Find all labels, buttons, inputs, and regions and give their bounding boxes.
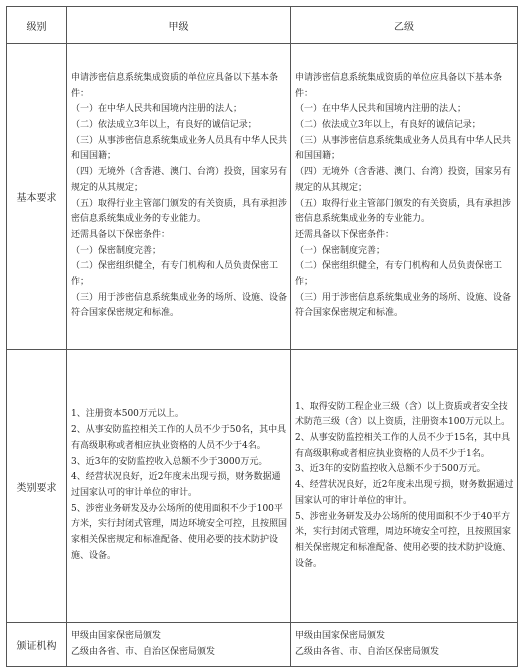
text-line: 5、涉密业务研发及办公场所的使用面积不少于40平方米，实行封闭式管理，周边环境安全可控，且按照国家相关保密规定和标准配备、使用必要的技术防护设施、设备。 (295, 511, 512, 569)
text-line: （二）保密组织健全，有专门机构和人员负责保密工作； (295, 261, 503, 288)
text-line: （三）从事涉密信息系统集成业务人员具有中华人民共和国国籍； (71, 135, 288, 162)
text-line: （三）用于涉密信息系统集成业务的场所、设施、设备符合国家保密规定和标准。 (71, 292, 288, 319)
table-row-issuing-authority (7, 623, 518, 667)
text-line: 5、涉密业务研发及办公场所的使用面积不少于100平方米，实行封闭式管理，周边环境安全可控，且按照国家相关保密规定和标准配备、使用必要的技术防护设施、设备。 (71, 503, 288, 561)
text-line: 乙级由各省、市、自治区保密局颁发 (295, 646, 440, 657)
text-line: （一）在中华人民共和国境内注册的法人； (295, 104, 467, 115)
row-label-category-requirements: 类别要求 (7, 350, 67, 623)
row-label-basic-requirements: 基本要求 (7, 44, 67, 350)
row-label-issuing-authority: 颁证机构 (7, 623, 67, 667)
text-line: （一）保密制度完善； (71, 245, 162, 256)
text-line: 1、取得安防工程企业三级（含）以上资质或者安全技术防范三级（含）以上资质，注册资本100万元以上。 (295, 401, 511, 428)
header-grade-a: 甲级 (67, 7, 291, 44)
text-line: 1、注册资本500万元以上。 (71, 409, 184, 420)
text-line: 还需具备以下保密条件： (295, 229, 395, 240)
text-line: 申请涉密信息系统集成资质的单位应具备以下基本条件： (71, 72, 279, 99)
text-line: （一）在中华人民共和国境内注册的法人； (71, 104, 243, 115)
text-line: 4、经营状况良好，近2年度未出现亏损，财务数据通过国家认可的审计单位的审计。 (71, 472, 281, 498)
text-line: 甲级由国家保密局颁发 (71, 630, 162, 641)
text-line: （一）保密制度完善； (295, 245, 386, 256)
text-line: （三）用于涉密信息系统集成业务的场所、设施、设备符合国家保密规定和标准。 (295, 292, 512, 319)
text-line: （二）依法成立3年以上，有良好的诚信记录； (71, 119, 257, 130)
category-requirements-grade-b (291, 350, 518, 623)
table-row-category-requirements (7, 350, 518, 623)
text-line: （二）保密组织健全，有专门机构和人员负责保密工作； (71, 261, 279, 288)
category-requirements-grade-a (67, 350, 291, 623)
qualification-table (6, 6, 518, 667)
text-line: 2、从事安防监控相关工作的人员不少于15名，其中具有高级职称或者相应执业资格的人员不少于1名。 (295, 433, 511, 459)
table-row-basic-requirements (7, 44, 518, 350)
text-line: 4、经营状况良好，近2年度未出现亏损，财务数据通过国家认可的审计单位的审计。 (295, 480, 514, 506)
basic-requirements-grade-b (291, 44, 518, 350)
text-line: 还需具备以下保密条件： (71, 229, 171, 240)
basic-requirements-grade-a (67, 44, 291, 350)
text-line: （五）取得行业主管部门颁发的有关资质，具有承担涉密信息系统集成业务的专业能力。 (71, 198, 288, 225)
issuing-authority-grade-b (291, 623, 518, 667)
text-line: 2、从事安防监控相关工作的人员不少于50名，其中具有高级职称或者相应执业资格的人员不少于4名。 (71, 425, 287, 451)
text-line: （四）无境外（含香港、澳门、台湾）投资，国家另有规定的从其规定； (71, 167, 288, 193)
text-line: 3、近3年的安防监控收入总额不少于500万元。 (295, 464, 486, 475)
text-line: （二）依法成立3年以上，有良好的诚信记录； (295, 119, 481, 130)
header-level: 级别 (7, 7, 67, 44)
text-line: （四）无境外（含香港、澳门、台湾）投资，国家另有规定的从其规定； (295, 167, 512, 193)
text-line: （五）取得行业主管部门颁发的有关资质，具有承担涉密信息系统集成业务的专业能力。 (295, 198, 512, 225)
header-grade-b: 乙级 (291, 7, 518, 44)
qualification-table-sheet (6, 6, 517, 665)
text-line: 乙级由各省、市、自治区保密局颁发 (71, 646, 216, 657)
text-line: 甲级由国家保密局颁发 (295, 630, 386, 641)
issuing-authority-grade-a (67, 623, 291, 667)
text-line: 申请涉密信息系统集成资质的单位应具备以下基本条件： (295, 72, 503, 99)
table-header-row (7, 7, 518, 44)
text-line: 3、近3年的安防监控收入总额不少于3000万元。 (71, 456, 268, 467)
text-line: （三）从事涉密信息系统集成业务人员具有中华人民共和国国籍； (295, 135, 512, 162)
